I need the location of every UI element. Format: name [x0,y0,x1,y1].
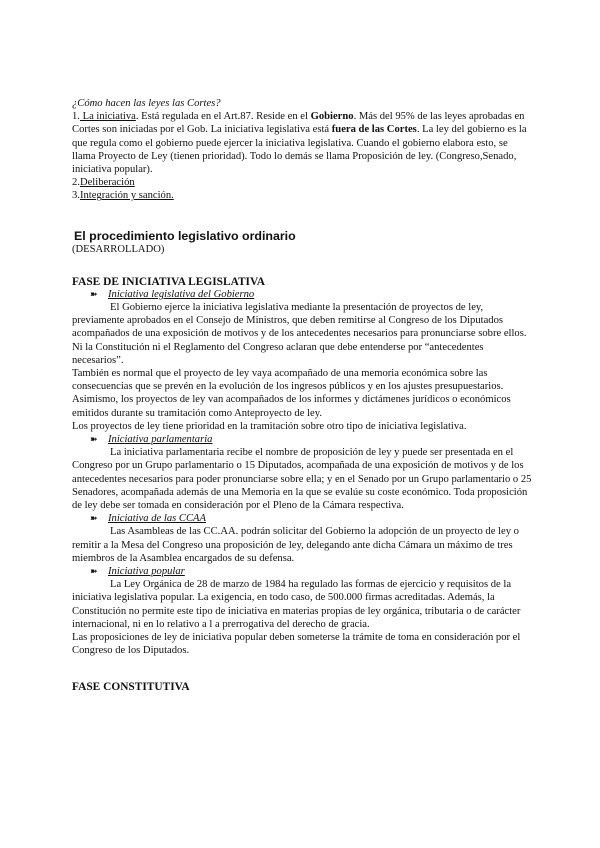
bullet-ccaa-label: Iniciativa de las CCAA [108,513,206,525]
item-1-number: 1. [72,111,80,123]
procedure-title: El procedimiento legislativo ordinario [74,228,296,243]
arrow-bullet-icon: ➽ [90,513,98,524]
fase-constitutiva-heading: FASE CONSTITUTIVA [72,681,190,694]
para-parlamentaria: La iniciativa parlamentaria recibe el nombre de proposición de ley y puede ser presentada en el Congreso por un Grupo parlamentario o 15 Diputados, acompañada de una exposición de motivos y de los antecedentes necesarios para poder pronunciarse sobre ella; y en el Senado por un Grupo parlamentario o 25 Senadores, acompañada además de una Memoria en la que se evalúe su coste económico. Toda proposición de ley debe ser tomada en consideración por el Pleno de la Cámara respectiva. [72,447,532,512]
item-1-link[interactable]: La iniciativa [79,111,136,123]
arrow-bullet-icon: ➽ [90,288,98,299]
intro-item-3 [72,189,532,202]
item-1-bold-gobierno: Gobierno [310,111,354,123]
intro-item-1 [72,110,532,176]
arrow-bullet-icon: ➽ [90,434,98,445]
para-prioridad: Los proyectos de ley tiene prioridad en la tramitación sobre otro tipo de iniciativa legislativa. [72,420,467,432]
bullet-popular-label: Iniciativa popular [108,566,185,578]
intro-question: ¿Cómo hacen las leyes las Cortes? [72,98,221,109]
intro-item-2 [72,176,532,189]
para-popular: La Ley Orgánica de 28 de marzo de 1984 ha regulado las formas de ejercicio y requisitos de la iniciativa legislativa popular. La exigencia, en todo caso, de 500.000 firmas acreditadas. Además, la Constitución no permite este tipo de iniciativa en materias propias de ley orgánica, tributaria o de carácter internacional, ni en lo relativo a l a prerrogativa del derecho de gracia. [72,579,521,630]
fase-iniciativa-heading: FASE DE INICIATIVA LEGISLATIVA [72,275,265,288]
para-popular-tramite: Las proposiciones de ley de iniciativa popular deben someterse la trámite de toma en consideración por el Congreso de los Diputados. [72,632,521,657]
item-3-link[interactable]: Integración y sanción. [79,190,174,202]
para-ccaa: Las Asambleas de las CC.AA. podrán solicitar del Gobierno la adopción de un proyecto de ley o remitir a la Mesa del Congreso una proposición de ley, delegando ante dicha Cámara un máximo de tres miembros de la Asamblea encargados de su defensa. [72,526,519,564]
arrow-bullet-icon: ➽ [90,566,98,577]
item-1-text-d: . La ley del gobierno es la que regula como el gobierno puede ejercer la iniciativa legislativa. Cuando el gobierno elabora esto, se llama Proyecto de Ley (tienen prioridad). Todo lo demás se llama Proposición de ley. (Congreso,Senado, iniciativa popular). [72,124,527,176]
bullet-ccaa [72,512,532,525]
item-2-number: 2. [72,177,80,189]
item-3-number: 3. [72,190,80,202]
item-1-text-a: . Está regulada en el Art.87. Reside en el [135,111,311,123]
bullet-gobierno-label: Iniciativa legislativa del Gobierno [108,288,255,300]
document-page [72,97,532,693]
bullet-gobierno [72,288,532,301]
item-2-link[interactable]: Deliberación [79,177,135,189]
para-memoria: También es normal que el proyecto de ley vaya acompañado de una memoria económica sobre las consecuencias que se prevén en la evolución de los ingresos públicos y en los ajustes presupuestarios. Asimismo, los proyectos de ley van acompañados de los informes y dictámenes jurídicos o económicos emitidos durante su tramitación como Anteproyecto de ley. [72,368,511,419]
bullet-popular [72,565,532,578]
procedure-subtitle: (DESARROLLADO) [72,243,165,255]
bullet-parlamentaria [72,433,532,446]
item-1-bold-fuera: fuera de las Cortes [331,124,417,136]
item-1-text-c: . Más del 95% de las leyes aprobadas en Cortes son iniciadas por el Gob. La iniciativa legislativa está [72,111,525,136]
bullet-parlamentaria-label: Iniciativa parlamentaria [108,434,213,446]
para-gobierno: El Gobierno ejerce la iniciativa legislativa mediante la presentación de proyectos de ley, previamente aprobados en el Consejo de Ministros, que deben remitirse al Congreso de los Diputados acompañados de una exposición de motivos y de los antecedentes necesarios para pronunciarse sobre ellos. Ni la Constitución ni el Reglamento del Congreso aclaran que debe entenderse por “antecedentes necesarios”. [72,302,527,366]
